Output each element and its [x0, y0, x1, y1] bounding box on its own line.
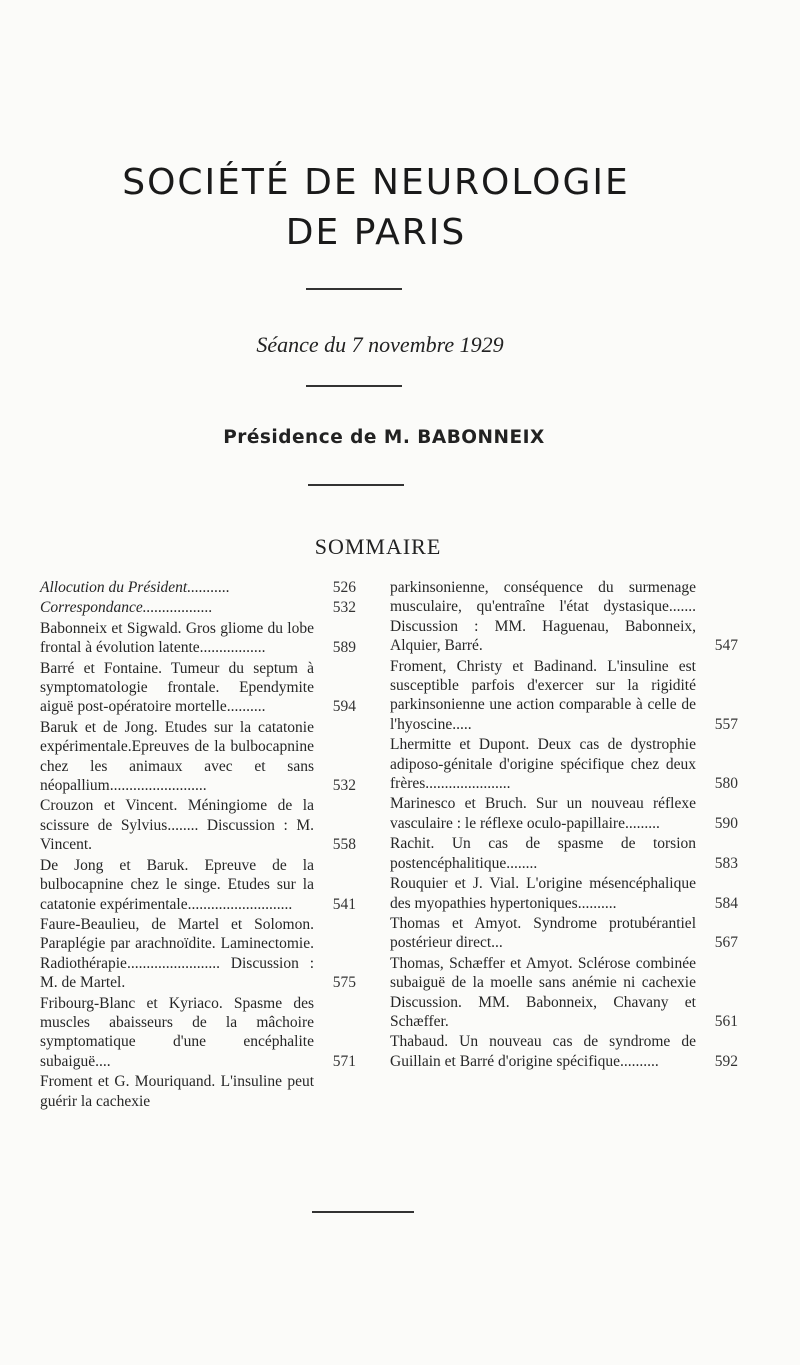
- toc-entry: [40, 578, 356, 597]
- toc-entry-page: 526: [332, 579, 356, 596]
- toc-entry-page: 541: [332, 895, 356, 913]
- toc-entry-text: Thomas et Amyot. Syndrome protubérantiel postérieur direct...: [390, 914, 696, 952]
- divider-1: [306, 288, 402, 290]
- toc-entry-text: Rachit. Un cas de spasme de torsion postencéphalitique........: [390, 835, 696, 872]
- toc-entry: [390, 954, 738, 1032]
- toc-entry-page: 532: [332, 777, 356, 795]
- toc-entry-text: Babonneix et Sigwald. Gros gliome du lobe frontal à évolution latente.................: [40, 619, 314, 657]
- toc-entry-text: De Jong et Baruk. Epreuve de la bulbocapnine chez le singe. Etudes sur la catatonie expérimentale...........................: [40, 856, 314, 913]
- divider-bottom: [312, 1211, 414, 1213]
- toc-entry-text: Froment et G. Mouriquand. L'insuline peut guérir la cachexie: [40, 1073, 314, 1110]
- toc-entry-text: Rouquier et J. Vial. L'origine mésencéphalique des myopathies hypertoniques..........: [390, 875, 696, 912]
- sommaire-right-column: [390, 578, 738, 1072]
- toc-entry-text: Lhermitte et Dupont. Deux cas de dystrophie adiposo-génitale d'origine spécifique chez deux frères......................: [390, 736, 696, 793]
- toc-entry-text: Correspondance..................: [40, 599, 213, 617]
- toc-entry-page: 532: [332, 599, 356, 617]
- toc-entry-page: 583: [714, 854, 738, 872]
- toc-entry: [390, 874, 738, 913]
- toc-entry: [390, 1032, 738, 1071]
- toc-entry-page: 590: [714, 814, 738, 832]
- toc-entry: [40, 994, 356, 1072]
- toc-entry-text: parkinsonienne, conséquence du surmenage musculaire, qu'entraîne l'état dystasique....... Discussion : MM. Haguenau, Babonneix, Alquier, Barré.: [390, 579, 696, 655]
- toc-entry-text: Crouzon et Vincent. Méningiome de la scissure de Sylvius........ Discussion : M. Vincent.: [40, 797, 314, 854]
- toc-entry-page: 580: [714, 775, 738, 793]
- toc-entry: [390, 834, 738, 873]
- toc-entry: [390, 794, 738, 833]
- toc-entry-text: Thabaud. Un nouveau cas de syndrome de Guillain et Barré d'origine spécifique..........: [390, 1033, 696, 1070]
- journal-title-line2: DE PARIS: [285, 212, 467, 253]
- journal-title-line1: SOCIÉTÉ DE NEUROLOGIE: [122, 162, 630, 203]
- toc-entry-page: 558: [332, 836, 356, 854]
- toc-entry: [40, 718, 356, 796]
- toc-entry: [40, 619, 356, 658]
- toc-entry-text: Fribourg-Blanc et Kyriaco. Spasme des muscles abaisseurs de la mâchoire symptomatique d'une encéphalite subaiguë....: [40, 994, 314, 1070]
- toc-entry-page: 584: [714, 894, 738, 912]
- toc-entry: [40, 659, 356, 717]
- toc-entry: [390, 914, 738, 953]
- sommaire-heading: SOMMAIRE: [314, 534, 442, 559]
- toc-entry-page: 547: [714, 637, 738, 655]
- toc-entry: [40, 856, 356, 914]
- seance-date: Séance du 7 novembre 1929: [256, 332, 504, 357]
- toc-entry-text: Thomas, Schæffer et Amyot. Sclérose combinée subaiguë de la moelle sans anémie ni cachexie Discussion. MM. Babonneix, Chavany et Schæffer.: [390, 954, 696, 1030]
- toc-entry-page: 561: [714, 1012, 738, 1030]
- toc-entry: [40, 915, 356, 993]
- toc-entry: [390, 735, 738, 793]
- toc-entry-text: Marinesco et Bruch. Sur un nouveau réflexe vasculaire : le réflexe oculo-papillaire.........: [390, 795, 696, 832]
- toc-entry-text: Allocution du Président...........: [40, 579, 230, 596]
- toc-entry-text: Baruk et de Jong. Etudes sur la catatonie expérimentale.Epreuves de la bulbocapnine chez les animaux avec et sans néopallium.........................: [40, 718, 314, 795]
- toc-entry-page: 571: [332, 1052, 356, 1070]
- divider-3: [308, 484, 404, 486]
- toc-entry: [390, 578, 738, 656]
- toc-entry-page: 567: [714, 934, 738, 952]
- sommaire-left-column: [40, 578, 356, 1112]
- toc-entry-page: 575: [332, 974, 356, 992]
- divider-2: [306, 385, 402, 387]
- toc-entry-text: Barré et Fontaine. Tumeur du septum à symptomatologie frontale. Ependymite aiguë post-opératoire mortelle..........: [40, 659, 314, 716]
- toc-entry: [40, 598, 356, 617]
- toc-entry-text: Froment, Christy et Badinand. L'insuline est susceptible parfois d'exercer sur la rigidité parkinsonienne une action comparable à celle de l'hyoscine.....: [390, 657, 696, 733]
- toc-entry-page: 592: [714, 1052, 738, 1070]
- toc-entry: [390, 657, 738, 735]
- toc-entry: [40, 796, 356, 854]
- toc-entry-text: Faure-Beaulieu, de Martel et Solomon. Paraplégie par arachnoïdite. Laminectomie. Radiothérapie........................ Discussion : M. de Martel.: [40, 915, 314, 992]
- toc-entry-page: 589: [332, 639, 356, 657]
- toc-entry-page: 557: [714, 715, 738, 733]
- toc-entry-page: 594: [332, 698, 356, 716]
- presidence-heading: Présidence de M. BABONNEIX: [223, 427, 545, 448]
- toc-entry: [40, 1072, 356, 1111]
